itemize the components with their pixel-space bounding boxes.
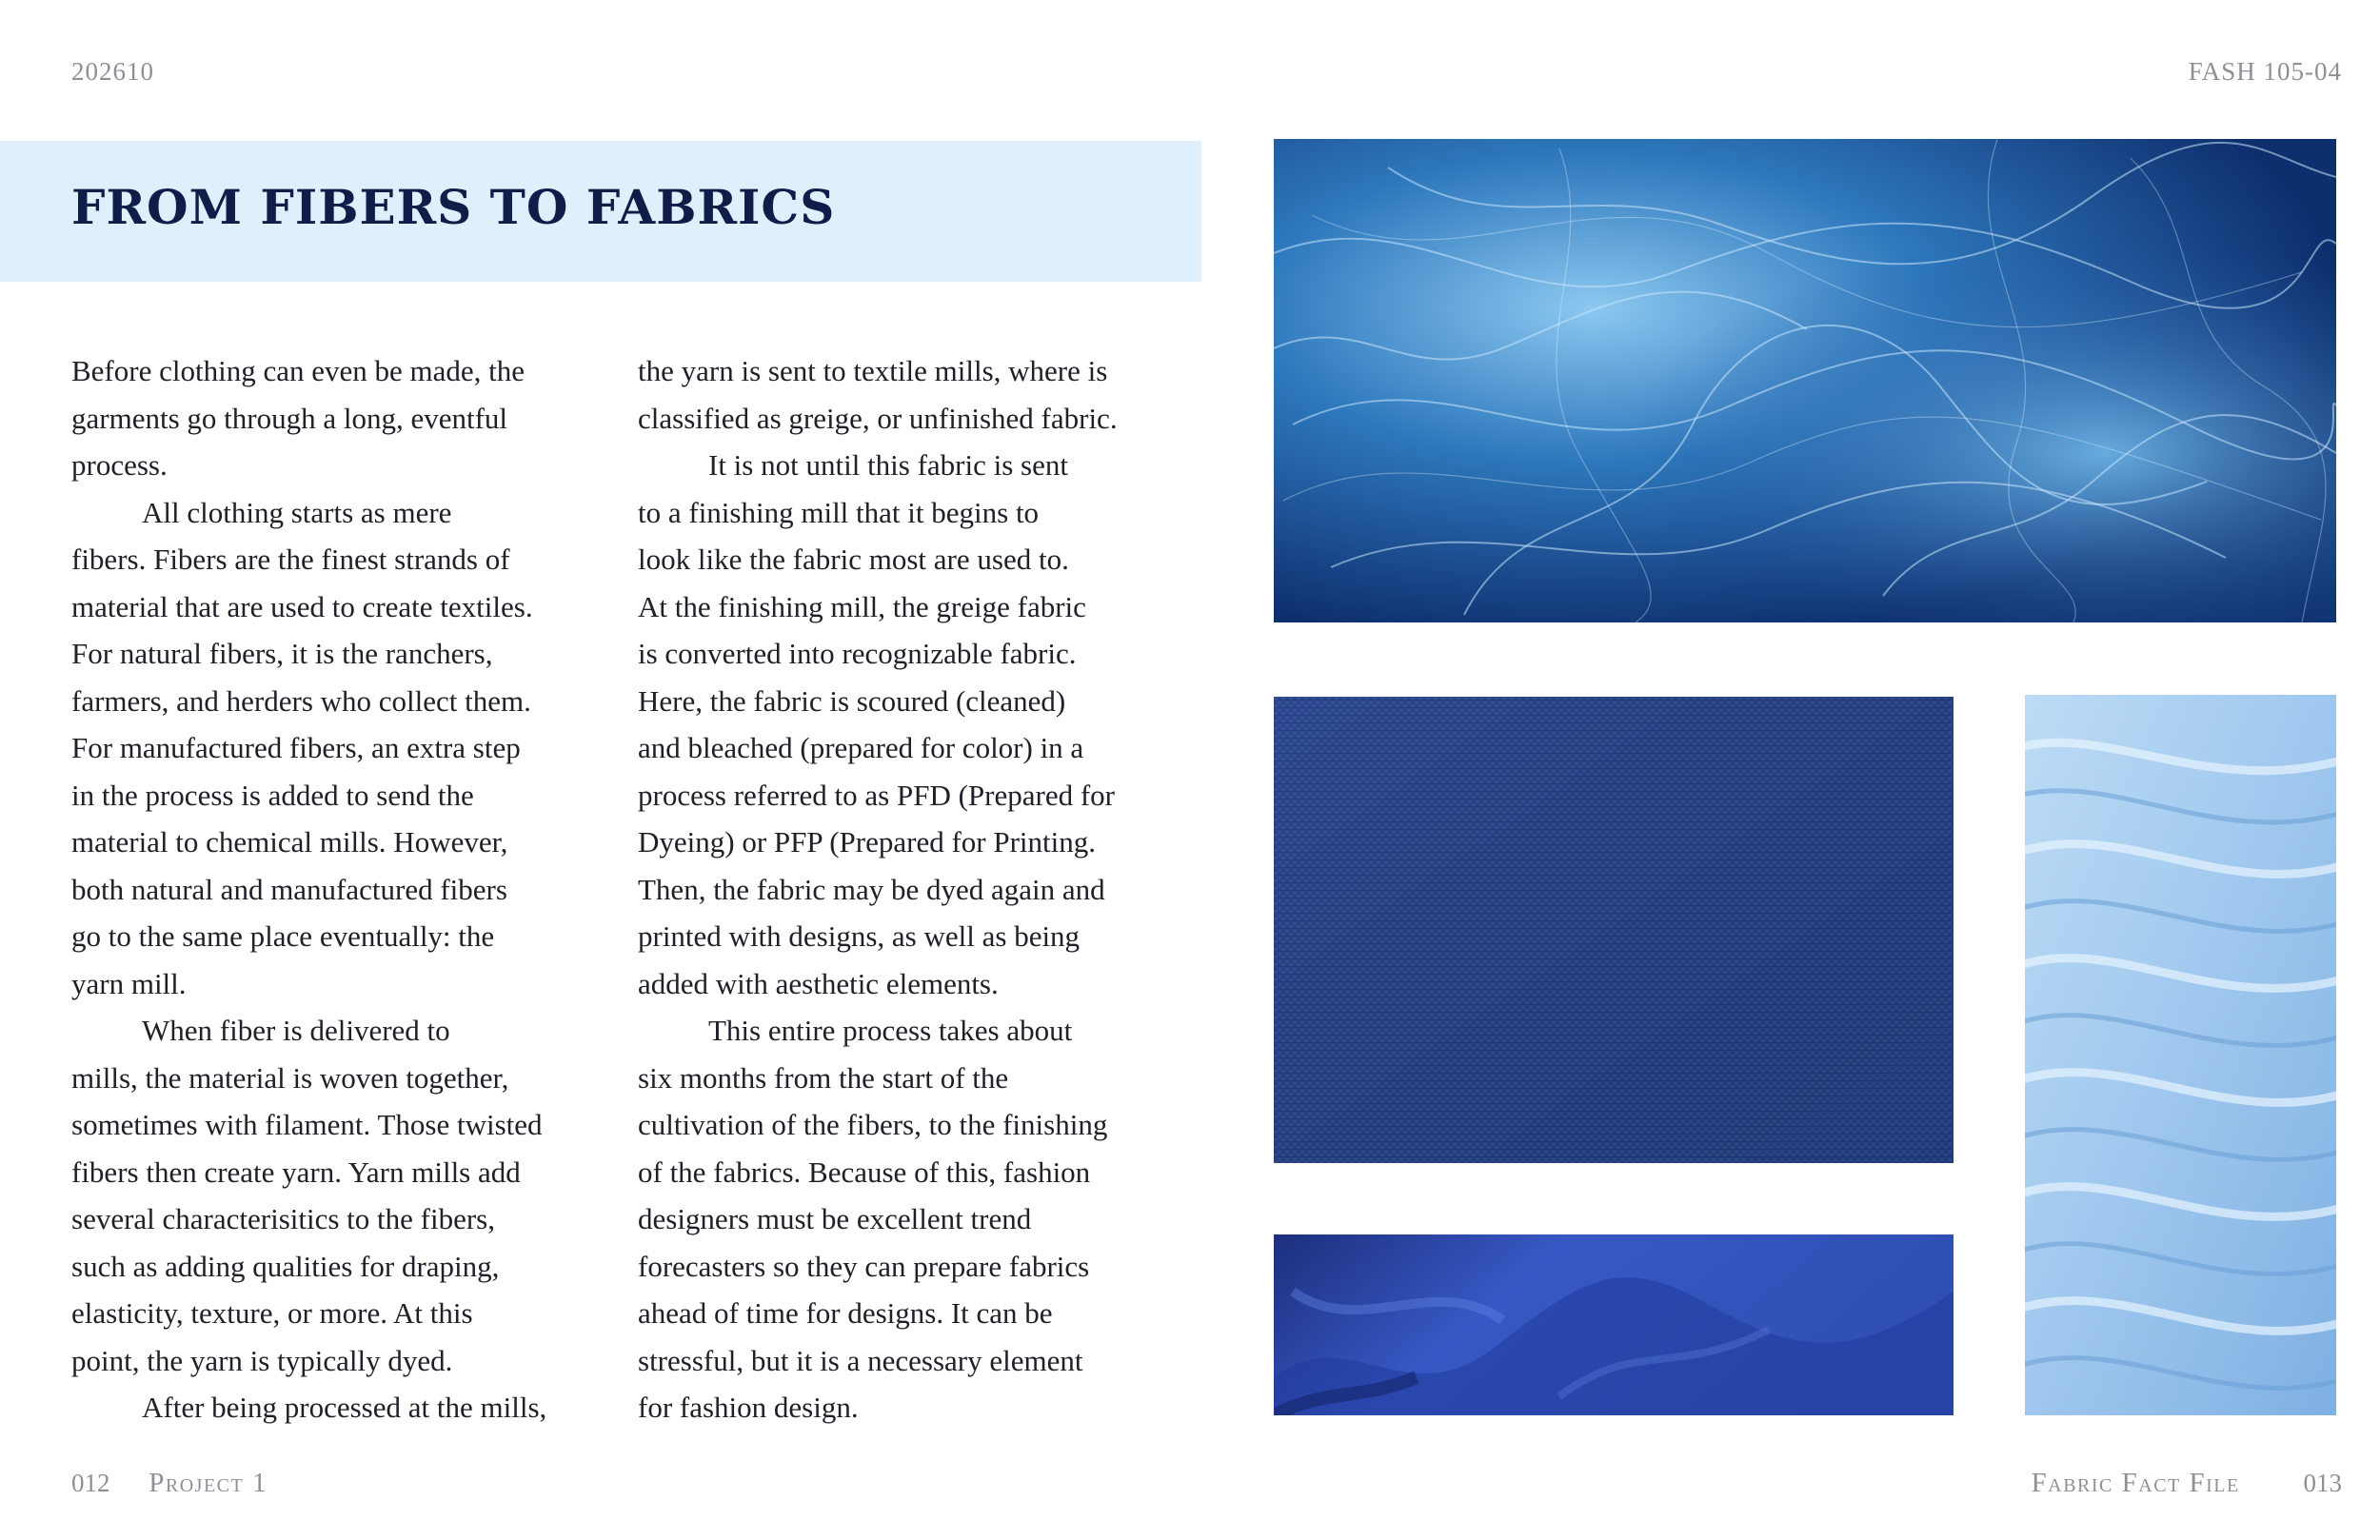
text-line: mills, the material is woven together, <box>71 1060 509 1095</box>
text-line: designers must be excellent trend <box>638 1202 1032 1235</box>
text-line: This entire process takes about <box>708 1014 1073 1047</box>
text-line: fibers then create yarn. Yarn mills add <box>71 1155 521 1189</box>
footer-left <box>71 1468 268 1499</box>
draped-cloth-photo <box>1274 1234 1954 1415</box>
text-column-left <box>71 347 614 1431</box>
text-line: in the process is added to send the <box>71 778 474 812</box>
text-line: point, the yarn is typically dyed. <box>71 1343 453 1377</box>
text-line: material that are used to create textiles. <box>71 589 533 623</box>
text-line: the yarn is sent to textile mills, where is <box>638 354 1108 387</box>
text-line: several characterisitics to the fibers, <box>71 1202 495 1235</box>
text-line: At the finishing mill, the greige fabric <box>638 589 1086 623</box>
text-line: material to chemical mills. However, <box>71 825 508 859</box>
text-line: such as adding qualities for draping, <box>71 1249 500 1283</box>
text-line: stressful, but it is a necessary element <box>638 1343 1083 1377</box>
text-line: Then, the fabric may be dyed again and <box>638 872 1105 906</box>
text-line: sometimes with filament. Those twisted <box>71 1108 543 1141</box>
text-line: For natural fibers, it is the ranchers, <box>71 637 493 670</box>
text-line: and bleached (prepared for color) in a <box>638 731 1084 764</box>
text-line: When fiber is delivered to <box>142 1014 450 1047</box>
text-line: yarn mill. <box>71 966 187 1000</box>
text-line: added with aesthetic elements. <box>638 966 999 1000</box>
text-line: garments go through a long, eventful <box>71 401 508 435</box>
text-line: cultivation of the fibers, to the finishing <box>638 1108 1108 1141</box>
text-line: fibers. Fibers are the finest strands of <box>71 543 510 576</box>
text-line: printed with designs, as well as being <box>638 919 1081 953</box>
blue-fibers-photo <box>1274 139 2336 622</box>
text-line: to a finishing mill that it begins to <box>638 495 1040 529</box>
page-number-right: 013 <box>2303 1469 2342 1497</box>
yarn-skein-photo <box>2025 695 2336 1415</box>
text-line: process referred to as PFD (Prepared for <box>638 778 1115 812</box>
footer-right <box>2032 1468 2342 1499</box>
text-column-right <box>638 347 1180 1431</box>
text-line: look like the fabric most are used to. <box>638 543 1069 576</box>
text-line: go to the same place eventually: the <box>71 919 495 953</box>
text-line: is converted into recognizable fabric. <box>638 637 1077 670</box>
text-line: forecasters so they can prepare fabrics <box>638 1249 1090 1283</box>
text-line: Here, the fabric is scoured (cleaned) <box>638 683 1066 718</box>
text-line: elasticity, texture, or more. At this <box>71 1296 473 1330</box>
footer-right-label: Fabric Fact File <box>2031 1468 2240 1498</box>
footer-left-label: Project 1 <box>149 1468 268 1498</box>
text-line: ahead of time for designs. It can be <box>638 1296 1053 1330</box>
header-right-code: FASH 105-04 <box>2188 57 2342 86</box>
text-line: of the fabrics. Because of this, fashion <box>638 1155 1091 1189</box>
text-line: Before clothing can even be made, the <box>71 354 525 387</box>
text-line: process. <box>71 448 168 482</box>
woven-fabric-photo <box>1274 697 1954 1163</box>
page-number-left: 012 <box>71 1469 110 1497</box>
header-left-code: 202610 <box>71 57 154 86</box>
text-line: farmers, and herders who collect them. <box>71 683 531 718</box>
text-line: It is not until this fabric is sent <box>708 448 1068 482</box>
text-line: classified as greige, or unfinished fabric. <box>638 401 1118 435</box>
text-line: Dyeing) or PFP (Prepared for Printing. <box>638 825 1097 859</box>
text-line: both natural and manufactured fibers <box>71 872 507 906</box>
text-line: For manufactured fibers, an extra step <box>71 731 521 764</box>
text-line: All clothing starts as mere <box>142 495 452 529</box>
text-line: for fashion design. <box>638 1391 859 1424</box>
page-title: FROM FIBERS TO FABRICS <box>71 179 836 235</box>
text-line: After being processed at the mills, <box>142 1391 547 1424</box>
text-line: six months from the start of the <box>638 1060 1009 1095</box>
